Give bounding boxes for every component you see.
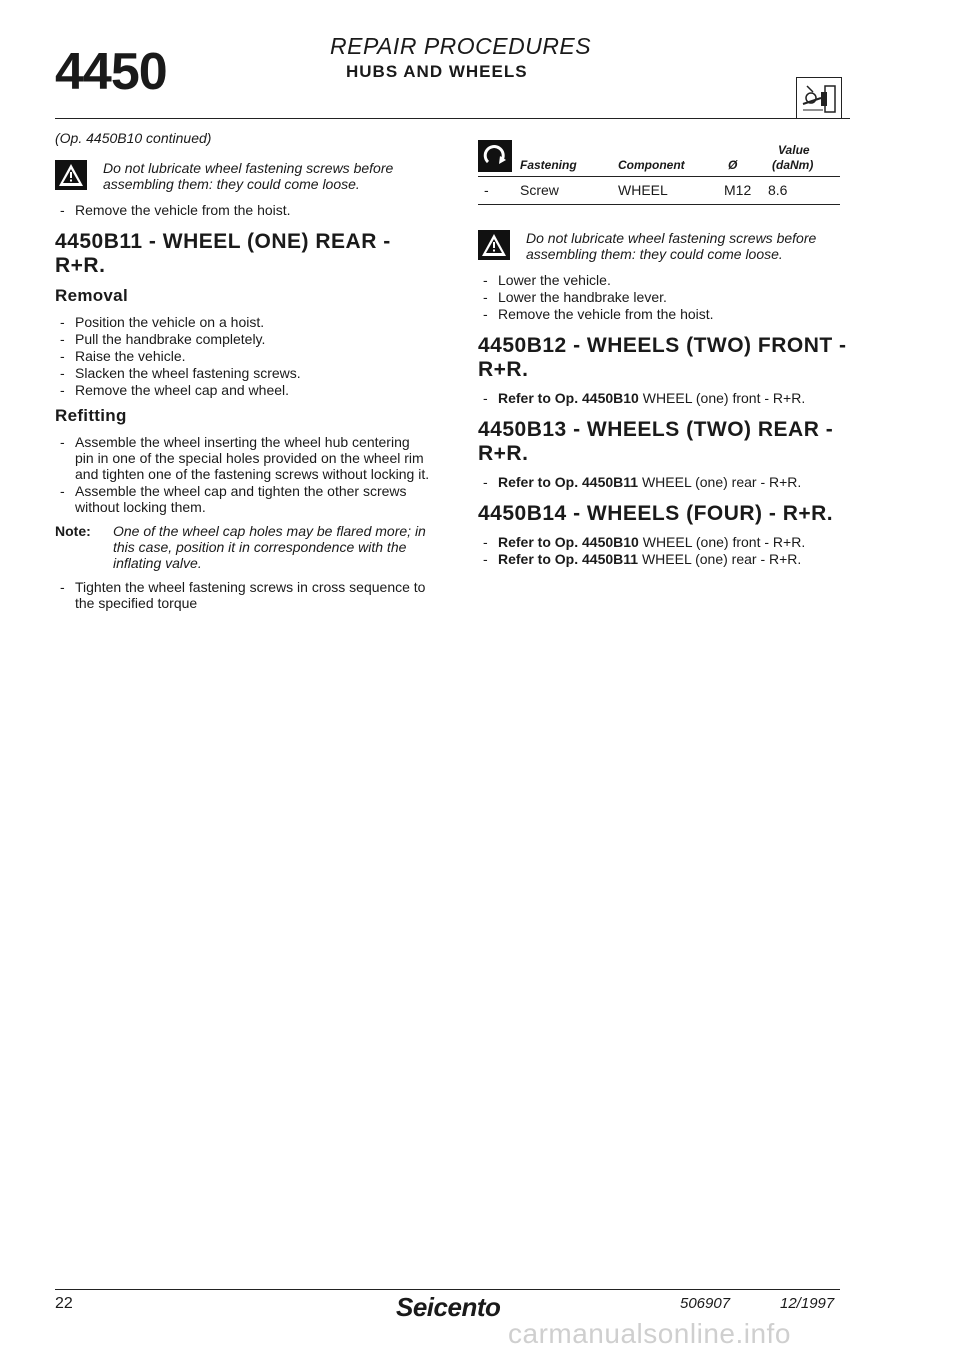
- lowering-steps-list: [478, 272, 850, 322]
- table-rule: [478, 204, 840, 205]
- list-item: - Lower the handbrake lever.: [478, 289, 850, 305]
- warning-icon: [55, 160, 87, 190]
- operation-heading-b14: 4450B14 - WHEELS (FOUR) - R+R.: [478, 502, 834, 525]
- list-item: [478, 551, 850, 567]
- warning-text: Do not lubricate wheel fastening screws before assembling them: they could come loose.: [526, 230, 817, 262]
- right-column: [478, 140, 850, 575]
- cell-value: 8.6: [768, 182, 788, 198]
- table-rule: [478, 176, 840, 177]
- col-header-component: Component: [618, 158, 685, 172]
- note-text: One of the wheel cap holes may be flared more; in this case, position it in correspondence with the inflating valve.: [113, 523, 426, 571]
- ref-text: WHEEL (one) rear - R+R.: [638, 474, 802, 490]
- list-item: - Position the vehicle on a hoist.: [55, 314, 430, 330]
- document-date: 12/1997: [780, 1295, 835, 1312]
- list-item: - Slacken the wheel fastening screws.: [55, 365, 430, 381]
- warning-block: [478, 230, 850, 262]
- ref-op: Refer to Op. 4450B10: [498, 534, 639, 550]
- list-item: [478, 390, 850, 406]
- note-label: Note:: [55, 523, 91, 539]
- warning-icon: [478, 230, 510, 260]
- header-rule: [55, 118, 850, 119]
- cell-component: WHEEL: [618, 182, 668, 198]
- ref-text: WHEEL (one) front - R+R.: [638, 534, 806, 550]
- ref-op: Refer to Op. 4450B10: [498, 390, 639, 406]
- brand-logo: Seicento: [396, 1292, 501, 1322]
- note-block: [55, 523, 430, 571]
- page-number: 22: [55, 1295, 73, 1312]
- list-item: - Assemble the wheel inserting the wheel hub centering pin in one of the special holes provided on the wheel rim and tighten one of the fastening screws without locking it.: [55, 434, 430, 482]
- col-header-value-unit: (daNm): [772, 158, 814, 172]
- list-item: - Lower the vehicle.: [478, 272, 850, 288]
- col-header-fastening: Fastening: [520, 158, 577, 172]
- removal-steps-list: [55, 314, 430, 398]
- left-column: [55, 130, 430, 619]
- ref-op: Refer to Op. 4450B11: [498, 474, 639, 490]
- row-dash: -: [484, 182, 489, 198]
- warning-block: [55, 160, 430, 192]
- torque-table: [478, 140, 850, 218]
- list-item: - Remove the wheel cap and wheel.: [55, 382, 430, 398]
- list-item: - Remove the vehicle from the hoist.: [55, 202, 430, 218]
- cell-diameter: M12: [724, 182, 752, 198]
- operation-heading-b13: 4450B13 - WHEELS (TWO) REAR - R+R.: [478, 418, 834, 465]
- list-item: [478, 474, 850, 490]
- cell-fastening: Screw: [520, 182, 559, 198]
- removal-heading: Removal: [55, 286, 128, 305]
- col-header-value: Value: [778, 143, 810, 157]
- torque-wrench-icon: [478, 140, 512, 172]
- list-item: - Assemble the wheel cap and tighten the other screws without locking them.: [55, 483, 430, 515]
- page-title: REPAIR PROCEDURES: [330, 33, 592, 59]
- list-item: - Pull the handbrake completely.: [55, 331, 430, 347]
- section-code: 4450: [55, 43, 167, 101]
- wheel-hub-icon: [796, 77, 842, 119]
- col-header-diameter: Ø: [728, 158, 738, 172]
- pre-steps-list: [55, 202, 430, 218]
- list-item: - Tighten the wheel fastening screws in cross sequence to the specified torque: [55, 579, 430, 611]
- ref-text: WHEEL (one) rear - R+R.: [638, 551, 802, 567]
- page-subtitle: HUBS AND WHEELS: [346, 62, 528, 81]
- b14-ref-list: [478, 534, 850, 567]
- footer-rule: [55, 1289, 840, 1290]
- watermark: carmanualsonline.info: [508, 1318, 791, 1349]
- list-item: - Remove the vehicle from the hoist.: [478, 306, 850, 322]
- b13-ref-list: [478, 474, 850, 490]
- operation-heading-b12: 4450B12 - WHEELS (TWO) FRONT - R+R.: [478, 334, 847, 381]
- continued-note: (Op. 4450B10 continued): [55, 130, 212, 146]
- final-steps-list: [55, 579, 430, 611]
- ref-op: Refer to Op. 4450B11: [498, 551, 639, 567]
- b12-ref-list: [478, 390, 850, 406]
- refitting-heading: Refitting: [55, 406, 127, 425]
- warning-text: Do not lubricate wheel fastening screws before assembling them: they could come loose.: [103, 160, 394, 192]
- document-code: 506907: [680, 1295, 731, 1312]
- ref-text: WHEEL (one) front - R+R.: [638, 390, 806, 406]
- operation-heading-b11: 4450B11 - WHEEL (ONE) REAR - R+R.: [55, 230, 391, 277]
- list-item: [478, 534, 850, 550]
- list-item: - Raise the vehicle.: [55, 348, 430, 364]
- refitting-steps-list: [55, 434, 430, 515]
